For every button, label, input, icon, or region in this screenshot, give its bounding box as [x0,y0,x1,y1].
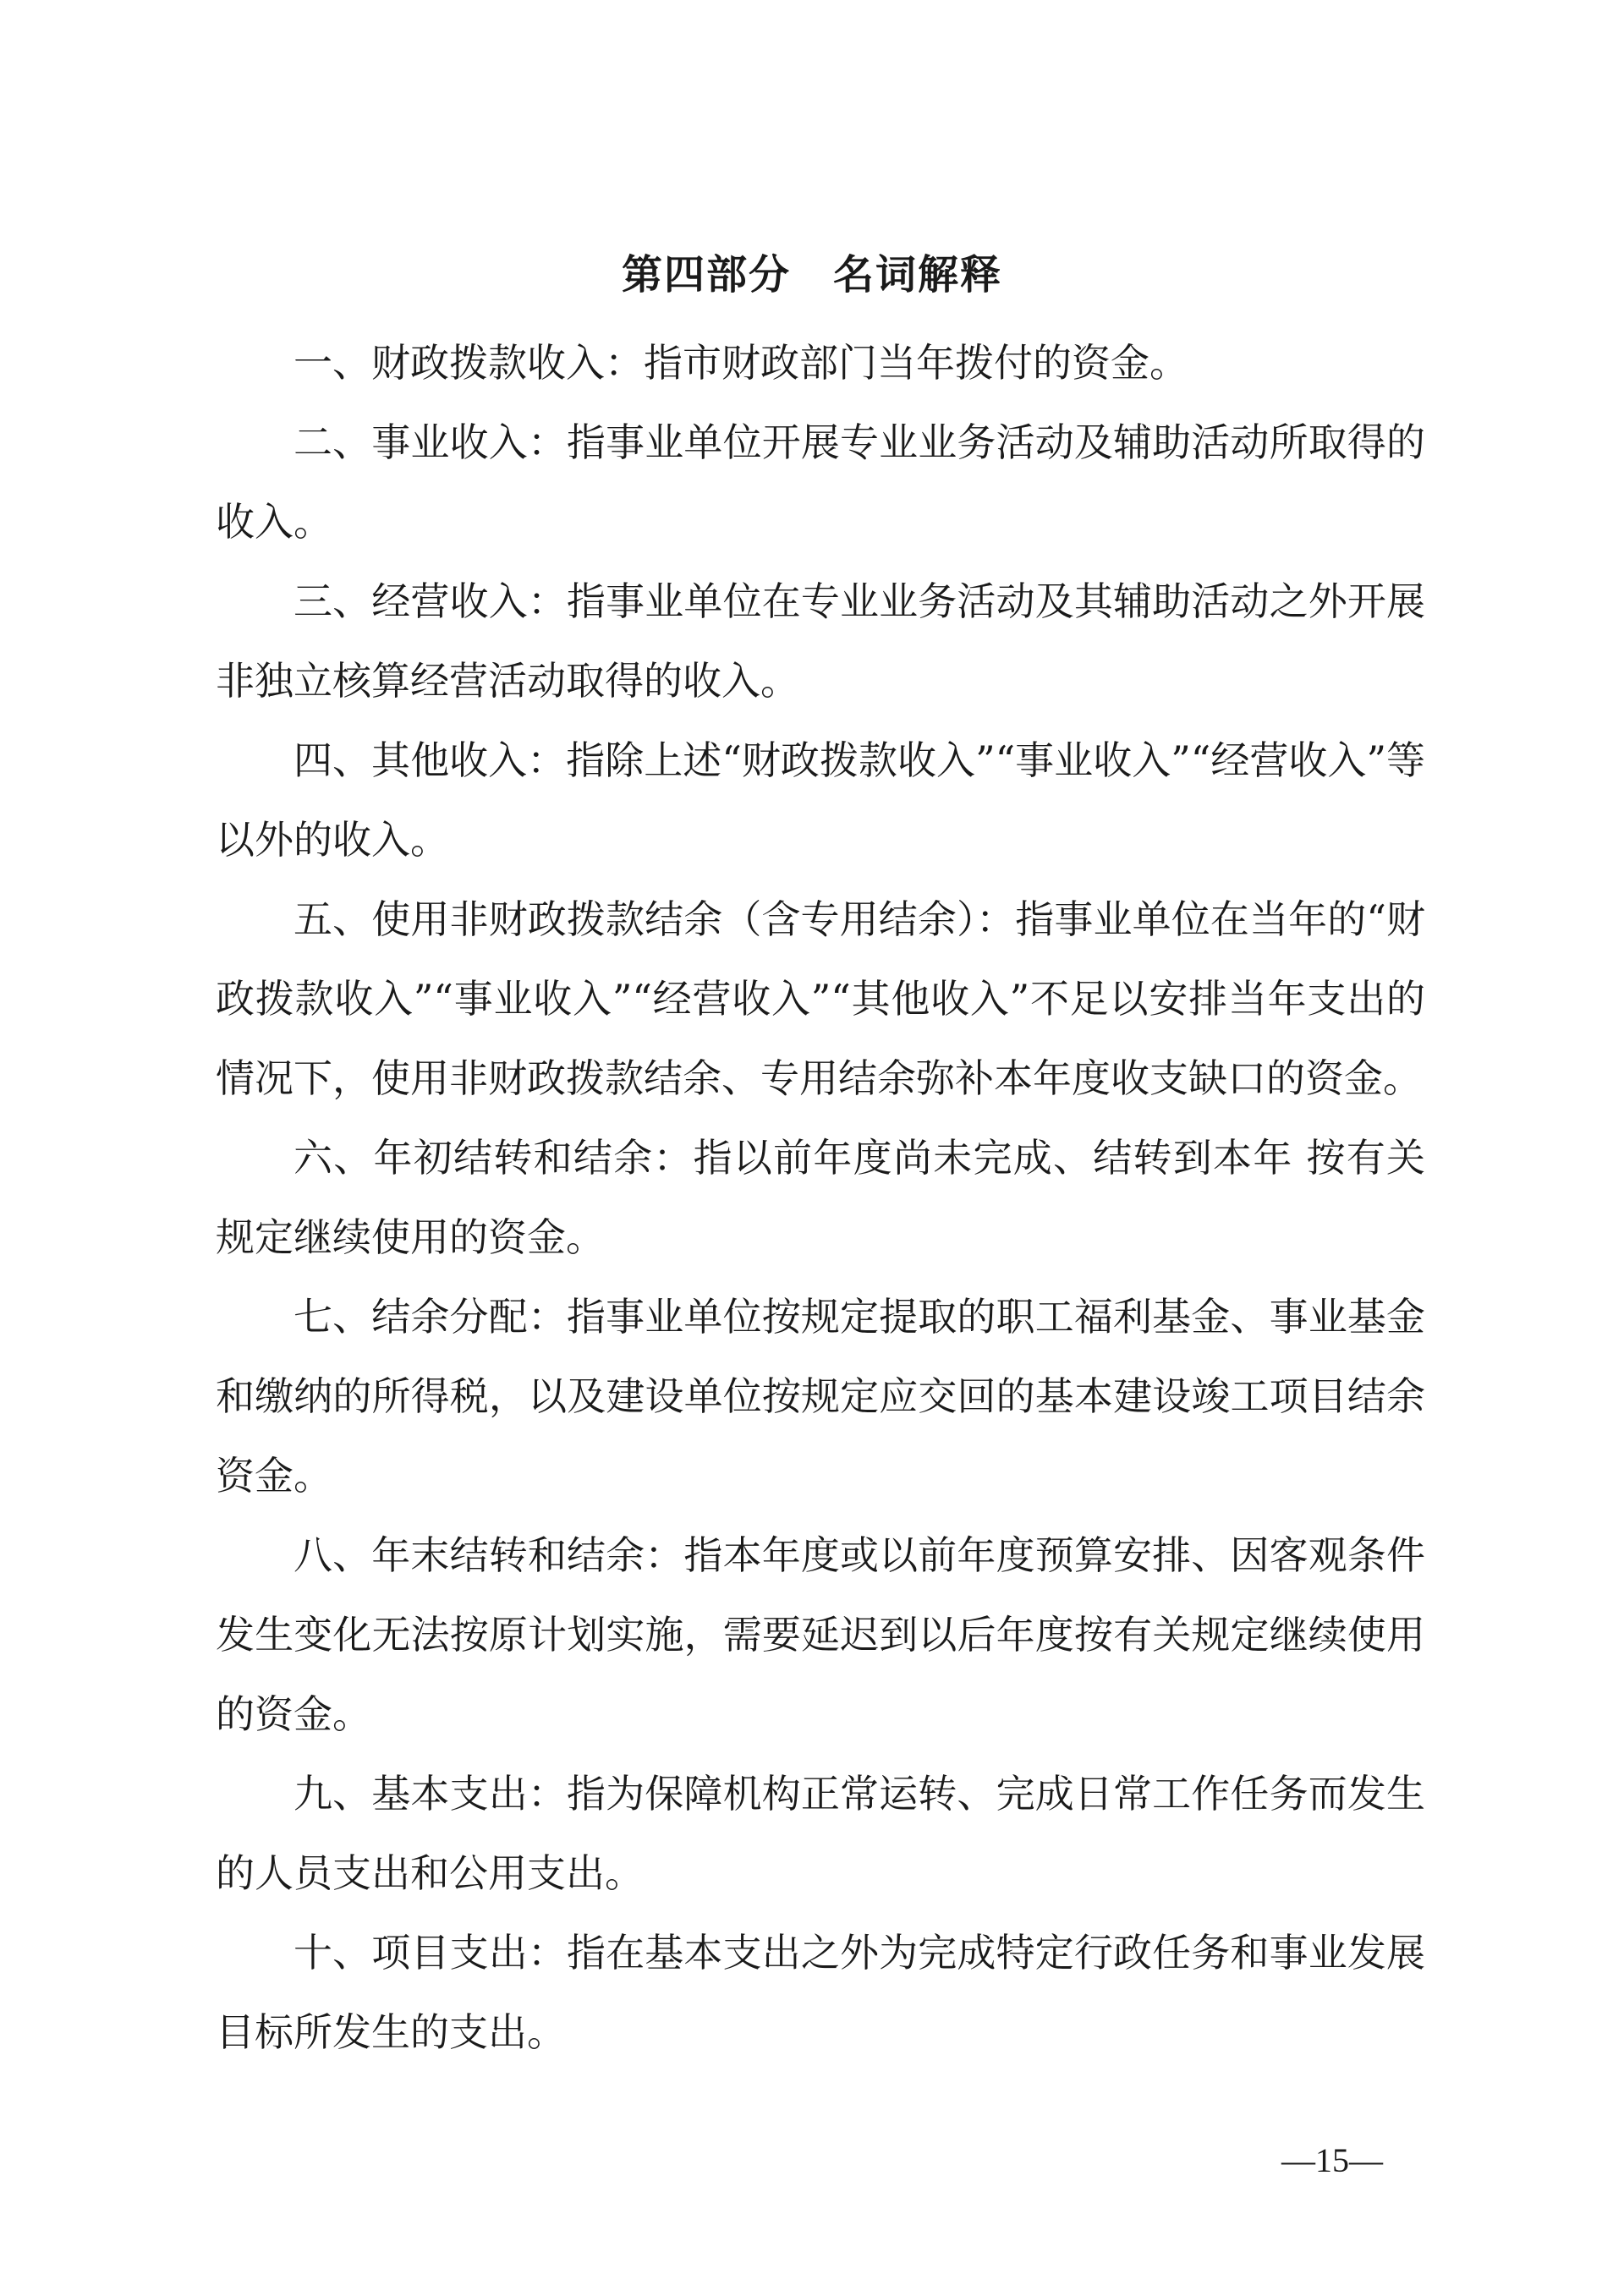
section-title: 第四部分 名词解释 [621,251,1002,299]
glossary-item-2: 二、事业收入：指事业单位开展专业业务活动及辅助活动所取得的收入。 [216,419,1425,545]
glossary-item-1: 一、财政拨款收入：指市财政部门当年拨付的资金。 [294,340,1188,386]
glossary-item-8: 八、年末结转和结余：指本年度或以前年度预算安排、因客观条件发生变化无法按原计划实施，需要延迟到以后年度按有关规定继续使用的资金。 [216,1532,1425,1737]
glossary-item-7: 七、结余分配：指事业单位按规定提取的职工福利基金、事业基金和缴纳的所得税，以及建设单位按规定应交回的基本建设竣工项目结余资金。 [216,1294,1425,1499]
glossary-body [216,323,1425,2072]
glossary-item-10: 十、项目支出：指在基本支出之外为完成特定行政任务和事业发展目标所发生的支出。 [216,1930,1425,2055]
glossary-item-6: 六、年初结转和结余：指以前年度尚未完成、结转到本年 按有关规定继续使用的资金。 [216,1135,1425,1260]
glossary-item-9: 九、基本支出：指为保障机构正常运转、完成日常工作任务而发生的人员支出和公用支出。 [216,1771,1425,1896]
glossary-item-5: 五、使用非财政拨款结余（含专用结余）：指事业单位在当年的“财政拨款收入”“事业收入”“经营收入”“其他收入”不足以安排当年支出的情况下，使用非财政拨款结余、专用结余弥补本年度收支缺口的资金。 [216,896,1425,1101]
glossary-item-3: 三、经营收入：指事业单位在专业业务活动及其辅助活动之外开展非独立核算经营活动取得的收入。 [216,578,1425,704]
glossary-item-4: 四、其他收入：指除上述“财政拨款收入”“事业收入”“经营收入”等以外的收入。 [216,737,1425,863]
page-number: —15— [1281,2141,1383,2179]
